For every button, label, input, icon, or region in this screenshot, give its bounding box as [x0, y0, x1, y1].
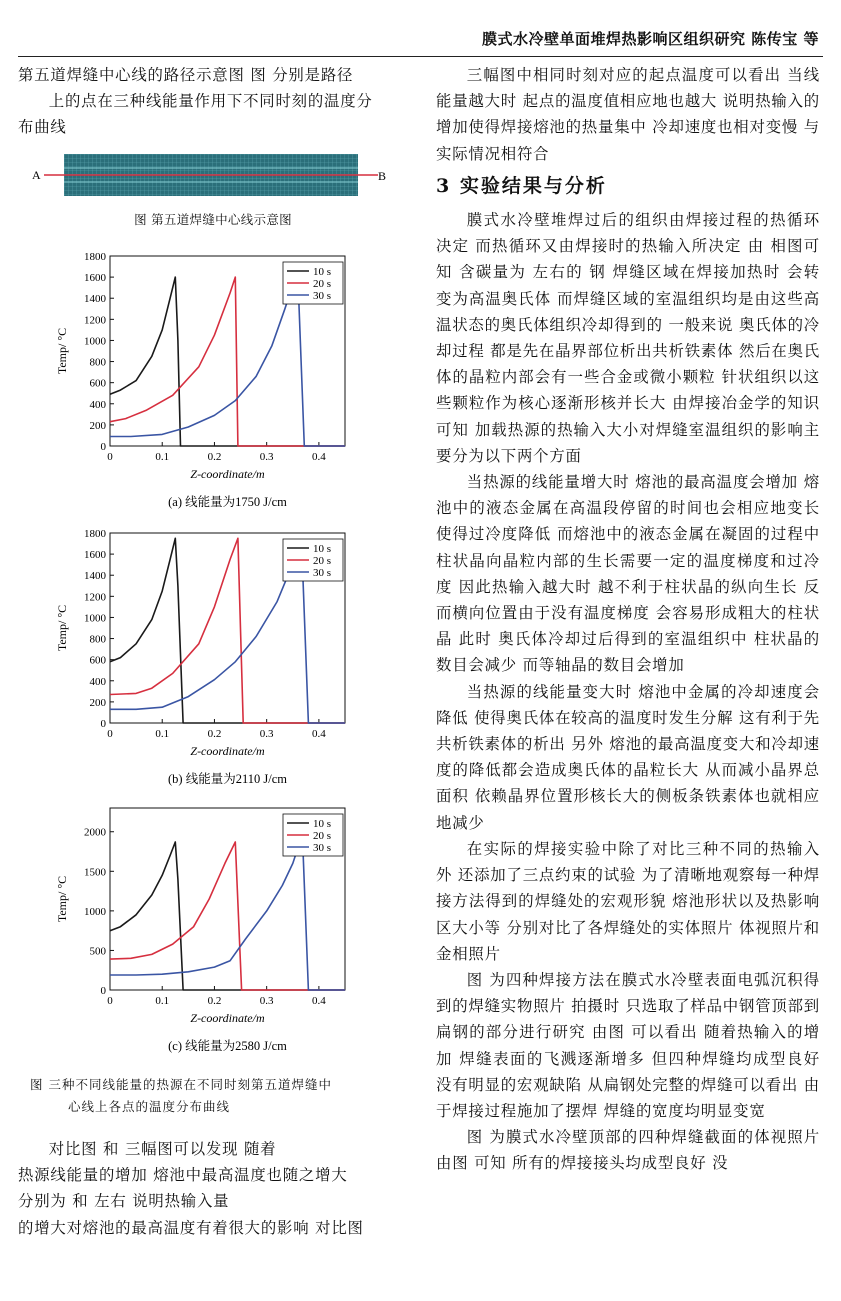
left-intro-line-1: 第五道焊缝中心线的路径示意图 图 分别是路径 — [18, 66, 354, 84]
y-tick-label: 400 — [89, 675, 106, 688]
left-intro — [18, 62, 402, 141]
right-paragraph-7: 图 为膜式水冷壁顶部的四种焊缝截面的体视照片 由图 可知 所有的焊接接头均成型良好 没 — [436, 1128, 820, 1173]
y-tick-label: 1500 — [84, 866, 106, 879]
path-label-b: B — [378, 169, 387, 183]
y-tick-label: 600 — [89, 377, 106, 390]
y-tick-label: 1000 — [84, 905, 106, 918]
figure-3-caption-line-2: 心线上各点的温度分布曲线 — [68, 1099, 231, 1114]
x-tick-label: 0.1 — [155, 995, 170, 1007]
temperature-plot-a — [50, 248, 360, 518]
legend-label: 30 s — [313, 567, 332, 579]
left-conclusion-line-1: 对比图 和 三幅图可以发现 随着 — [48, 1140, 277, 1158]
x-tick-label: 0.3 — [259, 451, 274, 463]
right-paragraph-6: 图 为四种焊接方法在膜式水冷壁表面电弧沉积得到的焊缝实物照片 拍摄时 只选取了样品中钢管顶部到扁钢的部分进行研究 由图 可以看出 随着热输入的增加 焊缝表面的飞溅逐渐增多 但四种焊缝均成型良好 没有明显的宏观缺陷 从扁钢处完整的焊缝可以看出 由于焊接过程施加了摆焊 焊缝的宽度均明显变宽 — [436, 970, 820, 1120]
temperature-plot-c-svg — [50, 800, 360, 1062]
left-intro-line-3: 布曲线 — [18, 118, 67, 137]
x-tick-label: 0.2 — [207, 995, 222, 1007]
x-tick-label: 0 — [107, 728, 113, 740]
y-tick-label: 1000 — [84, 335, 106, 348]
right-paragraph-4: 当热源的线能量变大时 熔池中金属的冷却速度会降低 使得奥氏体在较高的温度时发生分解 这有利于先共析铁素体的析出 另外 熔池的最高温度变大和冷却速度的降低都会造成奥氏体的晶粒长大 从而减小晶界总面积 依赖晶界位置形核长大的侧板条铁素体也就相应地减少 — [436, 682, 820, 832]
y-tick-label: 2000 — [84, 826, 106, 839]
x-axis-label: Z-coordinate/m — [190, 1011, 265, 1025]
y-tick-label: 1600 — [84, 549, 106, 562]
x-axis-label: Z-coordinate/m — [190, 467, 265, 481]
legend-label: 20 s — [313, 830, 332, 842]
section-3-title: 3 实验结果与分析 — [436, 174, 607, 197]
x-tick-label: 0 — [107, 451, 113, 463]
y-axis-label: Temp/ °C — [55, 604, 69, 652]
x-tick-label: 0.3 — [259, 995, 274, 1007]
series-line-30s — [110, 848, 345, 990]
right-paragraph-2: 膜式水冷壁堆焊过后的组织由焊接过程的热循环决定 而热循环又由焊接时的热输入所决定 由 相图可知 含碳量为 左右的 钢 焊缝区域在焊接加热时 会转变为高温奥氏体 而焊缝区域的室温组织均是由这些高温状态的奥氏体组织冷却得到的 一般来说 奥氏体的冷却过程 都是先在晶界部位析出共析铁素体 然后在奥氏体的晶粒内部会有一些合金或微小颗粒 针状组织以这些颗粒作为核心逐渐形核并长大 由焊接冶金学的知识 可知 加载热源的热输入大小对焊缝室温组织的影响主要分为以下两个方面 — [436, 211, 820, 465]
right-paragraph-3: 当热源的线能量增大时 熔池的最高温度会增加 熔池中的液态金属在高温段停留的时间也会相应地变长 使得过冷度降低 而熔池中的液态金属在凝固的过程中 柱状晶向晶粒内部的生长需要一定的温度梯度和过冷度 因此热输入越大时 越不利于柱状晶的纵向生长 反而横向位置由于没有温度梯度 会容易形成粗大的柱状晶 此时 奥氏体冷却过后得到的室温组织中 柱状晶的数目会减少 而等轴晶的数目会增加 — [436, 473, 820, 675]
weld-path-schematic — [28, 150, 398, 200]
figure-3-caption-line-1: 图 三种不同线能量的热源在不同时刻第五道焊缝中 — [30, 1077, 332, 1092]
y-axis-label: Temp/ °C — [55, 327, 69, 375]
left-conclusion-line-4: 的增大对熔池的最高温度有着很大的影响 对比图 — [18, 1218, 364, 1237]
legend-label: 30 s — [313, 842, 332, 854]
y-tick-label: 0 — [100, 441, 106, 453]
series-line-10s — [110, 842, 345, 990]
left-intro-line-2: 上的点在三种线能量作用下不同时刻的温度分 — [48, 92, 373, 111]
x-tick-label: 0.2 — [207, 451, 222, 463]
temperature-plot-a-svg — [50, 248, 360, 518]
y-tick-label: 600 — [89, 654, 106, 667]
plot-subtitle: (a) 线能量为1750 J/cm — [168, 495, 287, 509]
x-tick-label: 0.1 — [155, 451, 170, 463]
y-tick-label: 200 — [89, 419, 106, 432]
plot-subtitle: (c) 线能量为2580 J/cm — [168, 1039, 287, 1053]
y-axis-label: Temp/ °C — [55, 875, 69, 923]
plot-subtitle: (b) 线能量为2110 J/cm — [168, 772, 287, 786]
left-conclusion — [18, 1136, 402, 1241]
temperature-plot-c — [50, 800, 360, 1062]
legend-label: 10 s — [313, 266, 332, 278]
y-tick-label: 0 — [100, 985, 106, 997]
y-tick-label: 800 — [89, 356, 106, 369]
header-rule — [18, 56, 823, 57]
y-tick-label: 1200 — [84, 314, 106, 327]
y-tick-label: 1400 — [84, 293, 106, 306]
weld-path-figure — [28, 150, 398, 200]
series-line-20s — [110, 842, 345, 990]
temperature-plot-b-svg — [50, 525, 360, 795]
y-tick-label: 1200 — [84, 591, 106, 604]
left-conclusion-line-2: 热源线能量的增加 熔池中最高温度也随之增大 — [18, 1166, 348, 1185]
y-tick-label: 800 — [89, 633, 106, 646]
x-tick-label: 0.3 — [259, 728, 274, 740]
x-tick-label: 0.4 — [312, 451, 326, 463]
x-axis-label: Z-coordinate/m — [190, 744, 265, 758]
figure-3-caption — [30, 1074, 402, 1118]
x-tick-label: 0.4 — [312, 728, 326, 740]
x-tick-label: 0.4 — [312, 995, 326, 1007]
x-tick-label: 0.2 — [207, 728, 222, 740]
left-conclusion-line-3: 分别为 和 左右 说明热输入量 — [18, 1192, 230, 1211]
x-tick-label: 0 — [107, 995, 113, 1007]
legend-label: 10 s — [313, 543, 332, 555]
y-tick-label: 1400 — [84, 570, 106, 583]
y-tick-label: 200 — [89, 696, 106, 709]
right-column — [436, 62, 820, 1177]
y-tick-label: 1000 — [84, 612, 106, 625]
y-tick-label: 1600 — [84, 272, 106, 285]
y-tick-label: 400 — [89, 398, 106, 411]
right-paragraph-1: 三幅图中相同时刻对应的起点温度可以看出 当线能量越大时 起点的温度值相应地也越大 说明热输入的增加使得焊接熔池的热量集中 冷却速度也相对变慢 与实际情况相符合 — [436, 66, 820, 163]
path-figure-caption: 图 第五道焊缝中心线示意图 — [134, 212, 292, 227]
x-tick-label: 0.1 — [155, 728, 170, 740]
y-tick-label: 1800 — [84, 528, 106, 540]
y-tick-label: 1800 — [84, 251, 106, 263]
temperature-plot-b — [50, 525, 360, 795]
running-header: 膜式水冷壁单面堆焊热影响区组织研究 陈传宝 等 — [482, 30, 819, 48]
path-label-a: A — [32, 168, 41, 182]
legend-label: 20 s — [313, 278, 332, 290]
legend-label: 10 s — [313, 818, 332, 830]
y-tick-label: 500 — [89, 945, 106, 958]
legend-label: 20 s — [313, 555, 332, 567]
right-paragraph-5: 在实际的焊接实验中除了对比三种不同的热输入外 还添加了三点约束的试验 为了清晰地观察每一种焊接方法得到的焊缝处的宏观形貌 熔池形状以及热影响区大小等 分别对比了各焊缝处的实体照片 体视照片和金相照片 — [436, 839, 820, 963]
legend-label: 30 s — [313, 290, 332, 302]
y-tick-label: 0 — [100, 718, 106, 730]
